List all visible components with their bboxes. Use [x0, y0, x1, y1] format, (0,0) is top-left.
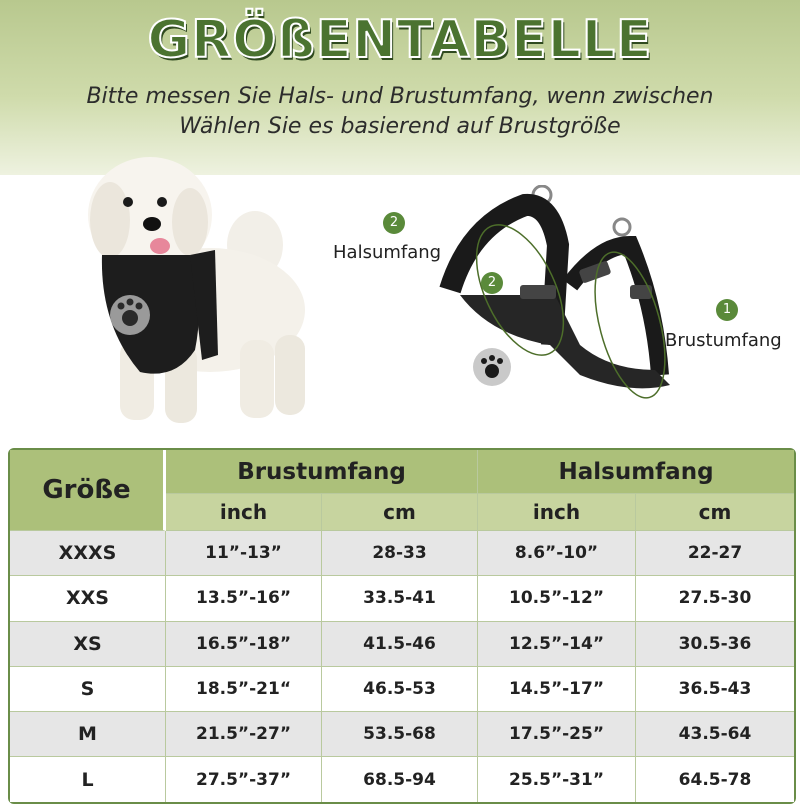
unit-header: inch — [478, 494, 636, 531]
neck-cm-cell: 36.5-43 — [636, 667, 794, 712]
callout-number-chest: 1 — [716, 299, 738, 321]
page-title: GRÖßENTABELLE — [147, 10, 653, 70]
chest-inch-cell: 11”-13” — [166, 531, 322, 576]
unit-header: inch — [166, 494, 322, 531]
neck-cm-cell: 30.5-36 — [636, 622, 794, 667]
chest-cm-cell: 46.5-53 — [322, 667, 478, 712]
neck-inch-cell: 12.5”-14” — [478, 622, 636, 667]
dog-in-harness-illustration — [80, 150, 320, 435]
unit-header: cm — [322, 494, 478, 531]
subtitle-line-1: Bitte messen Sie Hals- und Brustumfang, wenn zwischen — [86, 84, 714, 109]
size-cell: XXXS — [10, 531, 166, 576]
callout-label-neck: Halsumfang — [333, 242, 442, 263]
neck-inch-cell: 10.5”-12” — [478, 576, 636, 621]
chest-inch-cell: 13.5”-16” — [166, 576, 322, 621]
chest-cm-cell: 28-33 — [322, 531, 478, 576]
chest-group-header: Brustumfang — [166, 450, 478, 494]
size-cell: M — [10, 712, 166, 757]
chest-inch-cell: 21.5”-27” — [166, 712, 322, 757]
chest-cm-cell: 33.5-41 — [322, 576, 478, 621]
chest-inch-cell: 16.5”-18” — [166, 622, 322, 667]
table-row — [10, 576, 794, 621]
neck-cm-cell: 64.5-78 — [636, 757, 794, 801]
chest-cm-cell: 68.5-94 — [322, 757, 478, 801]
harness-diagram — [430, 185, 690, 410]
neck-inch-cell: 8.6”-10” — [478, 531, 636, 576]
subtitle-line-2: Wählen Sie es basierend auf Brustgröße — [179, 114, 621, 139]
dog-photo — [80, 150, 320, 435]
neck-inch-cell: 25.5”-31” — [478, 757, 636, 801]
unit-header: cm — [636, 494, 794, 531]
chest-cm-cell: 41.5-46 — [322, 622, 478, 667]
callout-number-neck: 2 — [383, 212, 405, 234]
size-cell: XXS — [10, 576, 166, 621]
neck-group-header: Halsumfang — [478, 450, 794, 494]
chest-cm-cell: 53.5-68 — [322, 712, 478, 757]
neck-cm-cell: 27.5-30 — [636, 576, 794, 621]
size-cell: XS — [10, 622, 166, 667]
chest-inch-cell: 27.5”-37” — [166, 757, 322, 801]
size-column-header: Größe — [10, 450, 166, 531]
table-row — [10, 757, 794, 801]
chest-inch-cell: 18.5”-21“ — [166, 667, 322, 712]
callout-label-chest: Brustumfang — [665, 330, 782, 351]
table-header-row — [10, 450, 794, 494]
size-cell: S — [10, 667, 166, 712]
callout-number-neck-inner: 2 — [481, 272, 503, 294]
size-table — [8, 448, 796, 804]
size-cell: L — [10, 757, 166, 801]
table-row — [10, 712, 794, 757]
table-row — [10, 622, 794, 667]
table-row — [10, 531, 794, 576]
neck-inch-cell: 17.5”-25” — [478, 712, 636, 757]
neck-cm-cell: 43.5-64 — [636, 712, 794, 757]
table-row — [10, 667, 794, 712]
harness-illustration — [430, 185, 690, 410]
neck-inch-cell: 14.5”-17” — [478, 667, 636, 712]
neck-cm-cell: 22-27 — [636, 531, 794, 576]
